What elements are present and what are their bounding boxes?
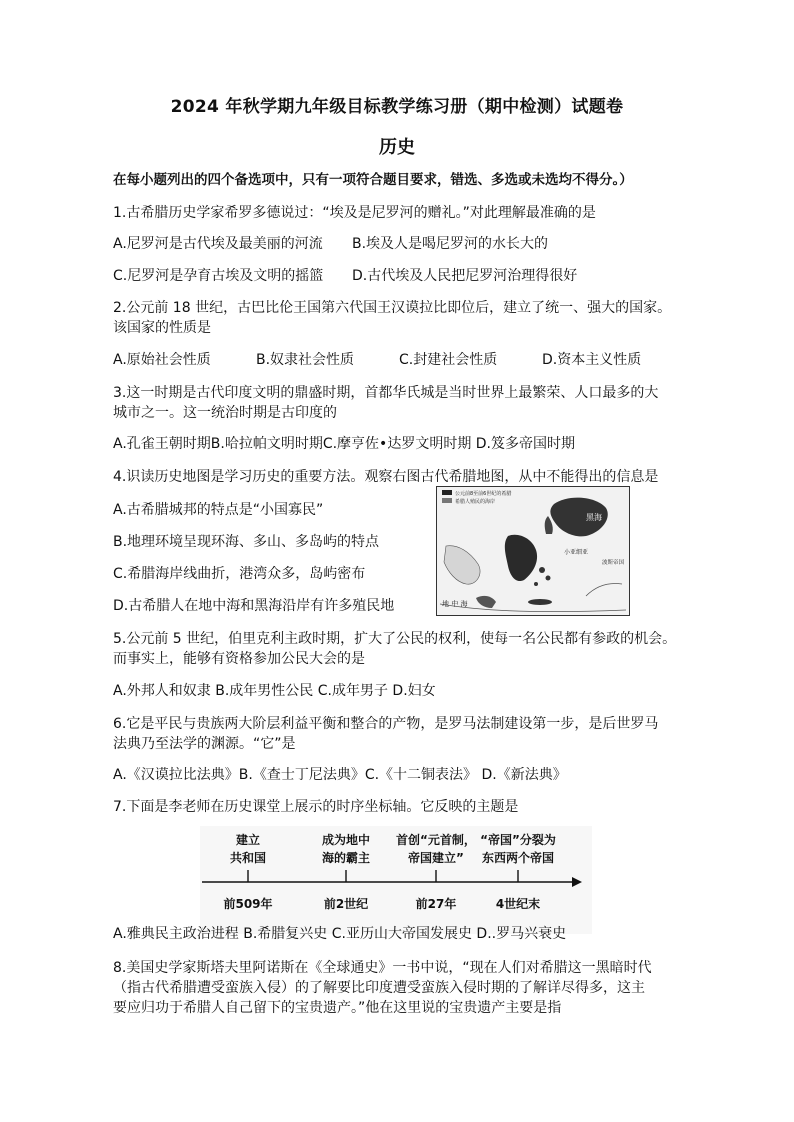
q7-options: A.雅典民主政治进程 B.希腊复兴史 C.亚历山大帝国发展史 D..罗马兴衰史: [113, 926, 567, 942]
q4-stem: 4.识读历史地图是学习历史的重要方法。观察右图古代希腊地图，从中不能得出的信息是: [113, 469, 659, 485]
q1-option-c: C.尼罗河是孕育古埃及文明的摇篮: [113, 268, 324, 284]
q2-option-b: B.奴隶社会性质: [256, 352, 355, 368]
timeline-event-bottom: 海的霸主: [321, 851, 371, 865]
timeline-event-date: 4世纪末: [495, 897, 541, 911]
black-sea-label: 黑海: [586, 513, 602, 522]
island-3: [534, 582, 538, 586]
q1-stem: 1.古希腊历史学家希罗多德说过：“埃及是尼罗河的赠礼。”对此理解最准确的是: [113, 205, 596, 221]
q5-options: A.外邦人和奴隶 B.成年男性公民 C.成年男子 D.妇女: [113, 683, 436, 699]
q6-stem-line2: 法典乃至法学的渊源。“它”是: [113, 736, 296, 752]
q2-option-d: D.资本主义性质: [542, 352, 642, 368]
mediterranean-label: 地 中 海: [442, 600, 468, 608]
rome-timeline: [200, 826, 592, 934]
q4-option-c: C.希腊海岸线曲折，港湾众多，岛屿密布: [113, 566, 366, 582]
q7-stem: 7.下面是李老师在历史课堂上展示的时序坐标轴。它反映的主题是: [113, 799, 519, 815]
timeline-event-top: 首创“元首制，: [396, 833, 476, 847]
q8-stem-line1: 8.美国史学家斯塔夫里阿诺斯在《全球通史》一书中说，“现在人们对希腊这一黑暗时代: [113, 960, 652, 976]
timeline-event-date: 前27年: [415, 897, 457, 911]
q4-option-a: A.古希腊城邦的特点是“小国寡民”: [113, 502, 324, 518]
timeline-event-bottom: 共和国: [229, 851, 267, 865]
q1-option-a: A.尼罗河是古代埃及最美丽的河流: [113, 236, 323, 252]
timeline-event-date: 前509年: [223, 897, 273, 911]
timeline-event-top: 成为地中: [321, 833, 371, 847]
subject-title: 历史: [379, 137, 415, 158]
legend-text-1: 公元前8至前6世纪的希腊: [455, 491, 512, 497]
q3-stem-line2: 城市之一。这一统治时期是古印度的: [113, 405, 337, 421]
q6-stem-line1: 6.它是平民与贵族两大阶层利益平衡和整合的产物，是罗马法制建设第一步，是后世罗马: [113, 716, 659, 732]
timeline-event-bottom: 东西两个帝国: [481, 851, 555, 865]
instruction-text: 在每小题列出的四个备选项中，只有一项符合题目要求，错选、多选或未选均不得分。）: [113, 172, 633, 188]
q3-options: A.孔雀王朝时期B.哈拉帕文明时期C.摩亨佐•达罗文明时期 D.笈多帝国时期: [113, 436, 575, 452]
q6-options: A.《汉谟拉比法典》B.《查士丁尼法典》C.《十二铜表法》 D.《新法典》: [113, 767, 567, 783]
legend-text-2: 希腊人殖民的海岸: [455, 499, 496, 505]
asia-minor-label: 小亚细亚: [564, 549, 589, 556]
timeline-event-top: 建立: [235, 833, 261, 847]
exam-title: 2024 年秋学期九年级目标教学练习册（期中检测）试题卷: [170, 97, 624, 117]
crete-island: [528, 599, 552, 605]
island-2: [546, 576, 551, 581]
q2-stem-line1: 2.公元前 18 世纪，古巴比伦王国第六代国王汉谟拉比即位后，建立了统一、强大的国家。: [113, 300, 672, 316]
q1-option-d: D.古代埃及人民把尼罗河治理得很好: [352, 268, 578, 284]
legend-swatch-1: [442, 490, 452, 495]
q1-option-b: B.埃及人是喝尼罗河的水长大的: [352, 236, 549, 252]
timeline-event-date: 前2世纪: [323, 897, 369, 911]
timeline-event-bottom: 帝国建立”: [408, 851, 464, 865]
legend-swatch-2: [442, 498, 452, 503]
q2-option-a: A.原始社会性质: [113, 352, 211, 368]
q8-stem-line2: （指古代希腊遭受蛮族入侵）的了解要比印度遭受蛮族入侵时期的了解详尽得多，这主: [113, 980, 645, 996]
ancient-greece-map: [436, 486, 630, 616]
timeline-event-top: “帝国”分裂为: [480, 833, 556, 847]
q5-stem-line1: 5.公元前 5 世纪，伯里克利主政时期，扩大了公民的权利，使每一名公民都有参政的机会。: [113, 631, 677, 647]
q3-stem-line1: 3.这一时期是古代印度文明的鼎盛时期，首都华氏城是当时世界上最繁荣、人口最多的大: [113, 385, 659, 401]
persia-label: 波斯帝国: [602, 560, 625, 566]
island-1: [539, 567, 545, 573]
q2-option-c: C.封建社会性质: [399, 352, 498, 368]
q4-option-d: D.古希腊人在地中海和黑海沿岸有许多殖民地: [113, 598, 395, 614]
q2-stem-line2: 该国家的性质是: [113, 320, 211, 336]
q4-option-b: B.地理环境呈现环海、多山、多岛屿的特点: [113, 534, 380, 550]
q5-stem-line2: 而事实上，能够有资格参加公民大会的是: [113, 651, 365, 667]
q8-stem-line3: 要应归功于希腊人自己留下的宝贵遗产。”他在这里说的宝贵遗产主要是指: [113, 1000, 562, 1016]
